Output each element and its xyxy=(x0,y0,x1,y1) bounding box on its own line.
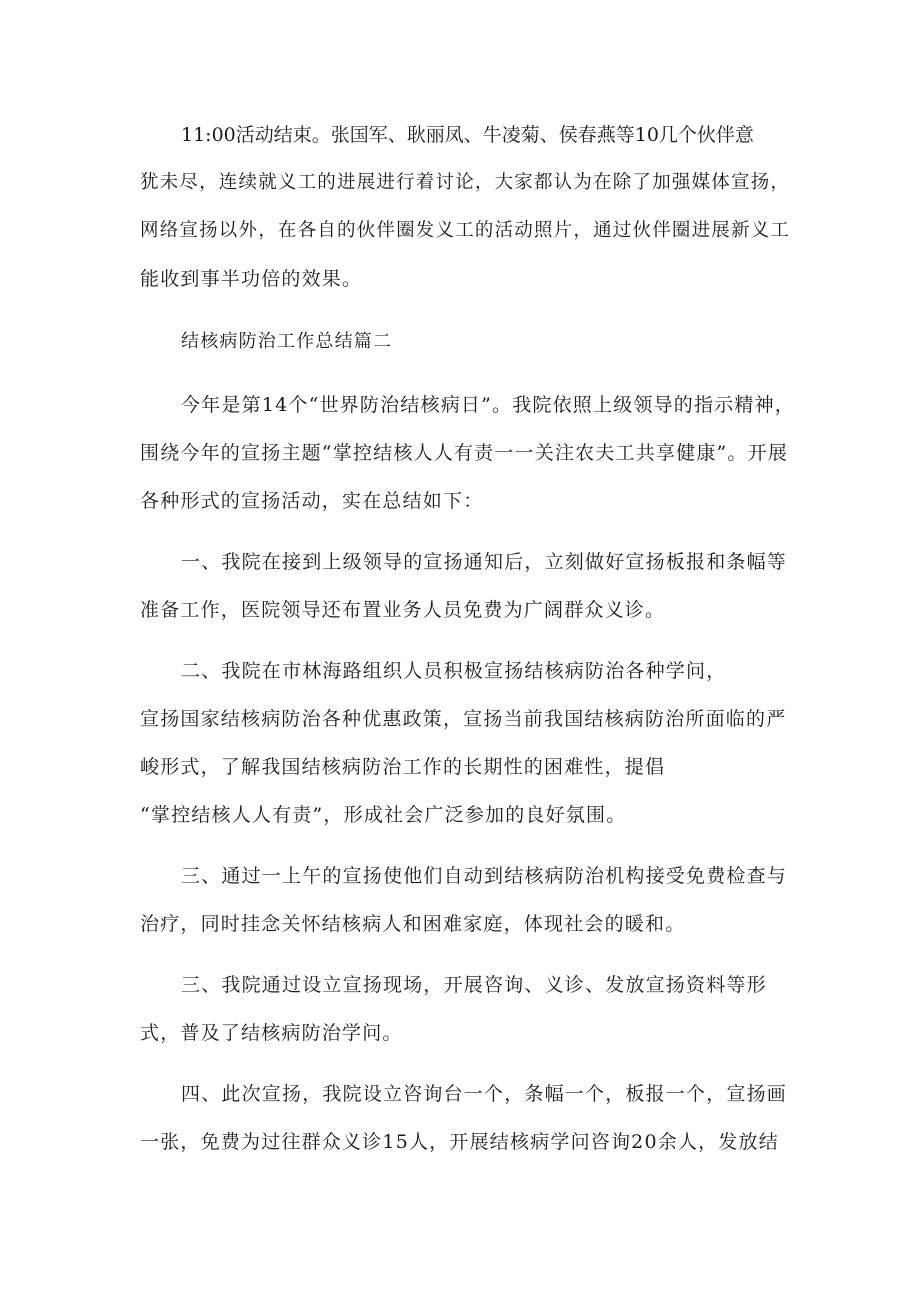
paragraph-4-line-2 xyxy=(140,707,786,731)
text-run: 准备工作，医院领导还布置业务人员免费为广阔群众义诊。 xyxy=(140,599,666,621)
paragraph-5-line-2 xyxy=(140,912,685,936)
paragraph-2-line-3 xyxy=(140,489,483,513)
text-run: 今年是第14个“世界防治结核病日”。我院依照上级领导的指示精神， xyxy=(181,394,796,416)
text-run: 网络宣扬以外，在各自的伙伴圈发义工的活动照片，通过伙伴圈进展新义工 xyxy=(140,220,791,241)
text-run: 峻形式，了解我国结核病防治工作的长期性的困难性，提倡 xyxy=(140,756,666,778)
paragraph-2-line-2 xyxy=(140,441,788,465)
text-run: 一、我院在接到上级领导的宣扬通知后，立刻做好宣扬板报和条幅等 xyxy=(181,551,788,573)
section-heading xyxy=(181,330,392,354)
paragraph-3-line-2 xyxy=(140,598,665,622)
paragraph-3-line-1 xyxy=(181,550,787,574)
text-run: 能收到事半功倍的效果。 xyxy=(140,268,363,290)
paragraph-6-line-1 xyxy=(181,973,767,997)
paragraph-2-line-1 xyxy=(181,393,795,417)
paragraph-1-line-1 xyxy=(181,123,797,147)
heading-text: 结核病防治工作总结篇二 xyxy=(181,331,393,352)
text-run: 式，普及了结核病防治学问。 xyxy=(140,1022,403,1044)
text-run: 三、我院通过设立宣扬现场，开展咨询、义诊、发放宣扬资料等形 xyxy=(181,974,767,996)
paragraph-1-line-2 xyxy=(140,171,790,195)
paragraph-6-line-2 xyxy=(140,1021,403,1045)
paragraph-7-line-1 xyxy=(181,1082,787,1106)
text-run: 一张，免费为过往群众义诊15人，开展结核病学问咨询20余人，发放结 xyxy=(140,1131,779,1153)
text-run: 犹未尽，连续就义工的进展进行着讨论，大家都认为在除了加强媒体宣扬， xyxy=(140,172,791,193)
text-run: 二、我院在市林海路组织人员积极宣扬结核病防治各种学问， xyxy=(181,660,727,682)
paragraph-4-line-3 xyxy=(140,755,665,779)
text-run: 各种形式的宣扬活动，实在总结如下： xyxy=(140,490,484,512)
paragraph-4-line-4 xyxy=(140,803,626,827)
paragraph-1-line-4 xyxy=(140,267,362,291)
paragraph-5-line-1 xyxy=(181,864,787,888)
paragraph-1-line-3 xyxy=(140,219,790,243)
text-run: 三、通过一上午的宣扬使他们自动到结核病防治机构接受免费检查与 xyxy=(181,865,788,887)
text-run: 四、此次宣扬，我院设立咨询台一个，条幅一个，板报一个，宣扬画 xyxy=(181,1083,788,1105)
paragraph-7-line-2 xyxy=(140,1130,779,1154)
text-run: 11:00活动结束。张国军、耿丽凤、牛凌菊、侯春燕等10几个伙伴意 xyxy=(181,124,754,146)
text-run: 围绕今年的宣扬主题“掌控结核人人有责一一关注农夫工共享健康”。开展 xyxy=(140,442,789,464)
paragraph-4-line-1 xyxy=(181,659,726,683)
text-run: 宣扬国家结核病防治各种优惠政策，宣扬当前我国结核病防治所面临的严 xyxy=(140,708,787,730)
text-run: “掌控结核人人有责”，形成社会广泛参加的良好氛围。 xyxy=(140,804,627,826)
text-run: 治疗，同时挂念关怀结核病人和困难家庭，体现社会的暖和。 xyxy=(140,913,686,935)
